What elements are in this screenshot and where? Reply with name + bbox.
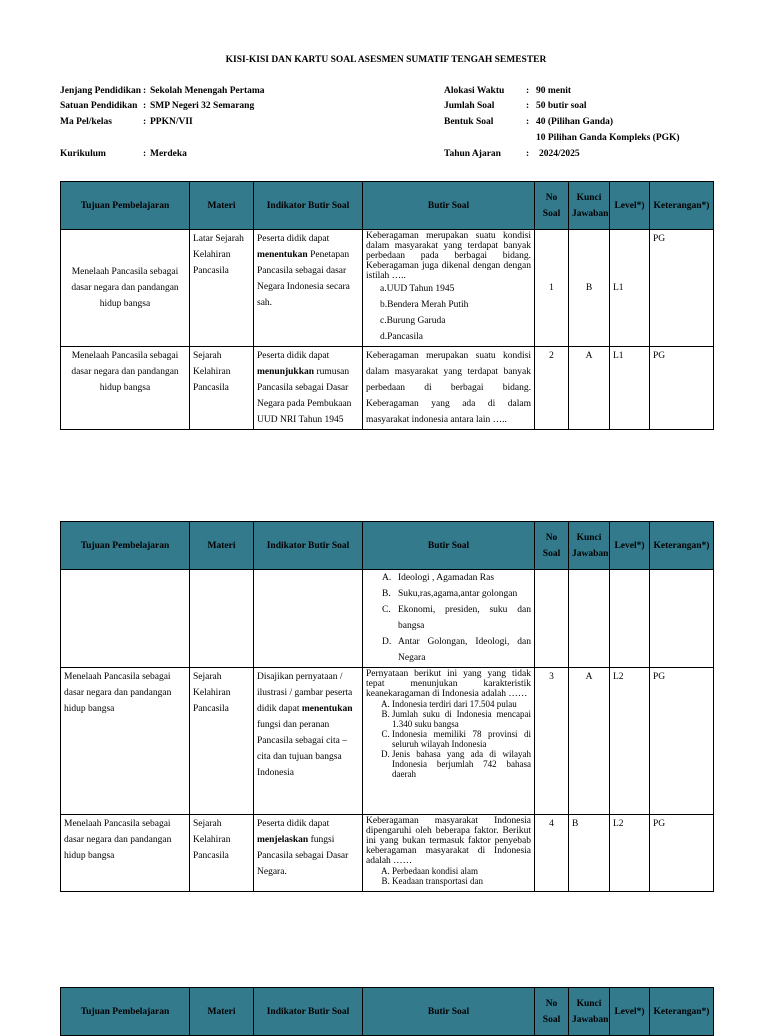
list-item: D. Jenis bahasa yang ada di wilayah Indonesia berjumlah 742 bahasa daerah (392, 749, 531, 779)
header-tujuan: Tujuan Pembelajaran (61, 182, 190, 230)
info-colon: : (143, 149, 147, 159)
indikator-verb: menentukan (257, 250, 308, 260)
header-level: Level*) (610, 988, 650, 1036)
header-indikator: Indikator Butir Soal (254, 182, 363, 230)
indikator-text: Peserta didik dapat (257, 819, 330, 829)
answer-options (366, 699, 531, 779)
list-item: D. Antar Golongan, Ideologi, dan Negara (382, 637, 531, 663)
header-tujuan: Tujuan Pembelajaran (61, 522, 190, 570)
info-label: Jumlah Soal (444, 101, 495, 111)
question-text: Keberagaman masyarakat Indonesia dipengaruhi oleh beberapa faktor. Berikut ini yang bukan termasuk faktor penyebab keberagaman masyarakat di Indonesia adalah …… (366, 816, 531, 866)
header-butir-soal: Butir Soal (363, 522, 535, 570)
cell-keterangan: PG (650, 668, 714, 815)
info-label: Jenjang Pendidikan (60, 86, 142, 96)
info-value: Sekolah Menengah Pertama (150, 86, 265, 96)
indikator-text: Penetapan Pancasila sebagai dasar Negara Indonesia secara sah. (257, 250, 350, 308)
header-keterangan: Keterangan*) (650, 988, 714, 1036)
question-text: Pernyataan berikut ini yang yang tidak tepat menunjukan karakteristik keanekaragaman di Indonesia adalah …… (366, 669, 531, 699)
cell-no-soal: 3 (535, 668, 569, 815)
cell-kunci: B (569, 815, 610, 892)
header-keterangan: Keterangan*) (650, 522, 714, 570)
info-value: PPKN/VII (150, 117, 193, 127)
header-no-soal: No Soal (535, 522, 569, 570)
indikator-verb: menentukan (301, 704, 353, 714)
info-label: Bentuk Soal (444, 117, 494, 127)
table-row (61, 230, 714, 347)
cell-indikator (254, 570, 363, 668)
info-value: 90 menit (536, 86, 572, 96)
table-row (61, 668, 714, 815)
cell-no-soal: 1 (535, 230, 569, 347)
indikator-text: Disajikan pernyataan / ilustrasi / gambar peserta didik dapat (257, 672, 353, 714)
cell-materi: Sejarah Kelahiran Pancasila (190, 668, 254, 815)
table-row (61, 570, 714, 668)
cell-kunci: A (569, 668, 610, 815)
table-header-row (61, 988, 714, 1036)
kisi-table-1 (60, 181, 714, 430)
answer-options (366, 281, 531, 345)
header-tujuan: Tujuan Pembelajaran (61, 988, 190, 1036)
cell-keterangan: PG (650, 347, 714, 430)
cell-butir-soal (363, 570, 535, 668)
cell-indikator (254, 815, 363, 892)
indikator-text: Peserta didik dapat (257, 234, 330, 244)
kisi-table-3 (60, 987, 714, 1036)
info-value: 10 Pilihan Ganda Kompleks (PGK) (536, 133, 680, 143)
cell-tujuan: Menelaah Pancasila sebagai dasar negara dan pandangan hidup bangsa (61, 668, 190, 815)
header-no-soal: No Soal (535, 182, 569, 230)
cell-butir-soal (363, 230, 535, 347)
indikator-text: Peserta didik dapat (257, 351, 330, 361)
indikator-verb: menjelaskan (257, 835, 309, 845)
list-item: B. Keadaan transportasi dan (392, 876, 531, 886)
info-value: SMP Negeri 32 Semarang (150, 101, 255, 111)
list-item: b.Bendera Merah Putih (380, 300, 469, 310)
info-value: Merdeka (150, 149, 187, 159)
info-label: Satuan Pendidikan (60, 101, 138, 111)
info-value: 40 (Pilihan Ganda) (536, 117, 614, 127)
cell-level: L1 (610, 347, 650, 430)
indikator-text: fungsi dan peranan Pancasila sebagai cita – cita dan tujuan bangsa Indonesia (257, 720, 347, 778)
info-colon: : (526, 101, 530, 111)
cell-kunci: A (569, 347, 610, 430)
indikator-verb: menunjukkan (257, 367, 315, 377)
cell-level: L2 (610, 815, 650, 892)
cell-kunci (569, 570, 610, 668)
table-header-row (61, 182, 714, 230)
answer-options (366, 570, 531, 666)
cell-materi: Sejarah Kelahiran Pancasila (190, 815, 254, 892)
header-butir-soal: Butir Soal (363, 988, 535, 1036)
header-level: Level*) (610, 522, 650, 570)
header-no-soal: No Soal (535, 988, 569, 1036)
cell-tujuan: Menelaah Pancasila sebagai dasar negara dan pandangan hidup bangsa (61, 230, 190, 347)
info-colon: : (143, 101, 147, 111)
cell-indikator (254, 230, 363, 347)
question-text: Keberagaman merupakan suatu kondisi dalam masyarakat yang terdapat banyak perbedaan pada berbagai bidang. Keberagaman juga dikenal dengan dengan istilah ….. (366, 231, 531, 281)
list-item: A. Ideologi , Agamadan Ras (382, 573, 495, 583)
header-indikator: Indikator Butir Soal (254, 988, 363, 1036)
info-colon: : (526, 86, 530, 96)
info-label: Alokasi Waktu (444, 86, 505, 96)
cell-no-soal (535, 570, 569, 668)
info-colon: : (143, 86, 147, 96)
cell-level (610, 570, 650, 668)
cell-no-soal: 2 (535, 347, 569, 430)
info-colon: : (526, 117, 530, 127)
cell-keterangan (650, 570, 714, 668)
info-value: 2024/2025 (539, 149, 580, 159)
header-materi: Materi (190, 988, 254, 1036)
cell-tujuan (61, 570, 190, 668)
info-colon: : (143, 117, 147, 127)
info-label: Tahun Ajaran (444, 149, 501, 159)
kisi-table-2 (60, 521, 714, 892)
cell-level: L1 (610, 230, 650, 347)
list-item: C. Indonesia memiliki 78 provinsi di seluruh wilayah Indonesia (392, 729, 531, 749)
cell-kunci: B (569, 230, 610, 347)
cell-butir-soal (363, 815, 535, 892)
cell-materi (190, 570, 254, 668)
table-header-row (61, 522, 714, 570)
cell-butir-soal (363, 668, 535, 815)
cell-materi: Sejarah Kelahiran Pancasila (190, 347, 254, 430)
header-level: Level*) (610, 182, 650, 230)
document-title: KISI-KISI DAN KARTU SOAL ASESMEN SUMATIF TENGAH SEMESTER (225, 55, 547, 65)
header-keterangan: Keterangan*) (650, 182, 714, 230)
list-item: d.Pancasila (380, 332, 424, 342)
cell-butir-soal: Keberagaman merupakan suatu kondisi dalam masyarakat yang terdapat banyak perbedaan di berbagai bidang. Keberagaman yang ada di dalam masyarakat indonesia antara lain ….. (363, 347, 535, 430)
answer-options (366, 866, 531, 886)
header-materi: Materi (190, 522, 254, 570)
list-item: c.Burung Garuda (380, 316, 446, 326)
cell-level: L2 (610, 668, 650, 815)
cell-keterangan: PG (650, 815, 714, 892)
list-item: B. Suku,ras,agama,antar golongan (382, 589, 518, 599)
cell-no-soal: 4 (535, 815, 569, 892)
indikator-text: rumusan Pancasila sebagai Dasar Negara pada Pembukaan UUD NRI Tahun 1945 (257, 367, 352, 425)
list-item: C. Ekonomi, presiden, suku dan bangsa (382, 605, 531, 631)
cell-tujuan: Menelaah Pancasila sebagai dasar negara dan pandangan hidup bangsa (61, 347, 190, 430)
list-item: B. Jumlah suku di Indonesia mencapai 1.340 suku bangsa (392, 709, 531, 729)
indikator-text: fungsi Pancasila sebagai Dasar Negara. (257, 835, 349, 877)
header-kunci: Kunci Jawaban (569, 988, 610, 1036)
list-item: A. Perbedaan kondisi alam (392, 866, 531, 876)
info-label: Kurikulum (60, 149, 106, 159)
info-value: 50 butir soal (536, 101, 587, 111)
cell-keterangan: PG (650, 230, 714, 347)
cell-indikator (254, 347, 363, 430)
cell-materi: Latar Sejarah Kelahiran Pancasila (190, 230, 254, 347)
header-butir-soal: Butir Soal (363, 182, 535, 230)
list-item: a.UUD Tahun 1945 (380, 284, 455, 294)
header-kunci: Kunci Jawaban (569, 182, 610, 230)
info-colon: : (526, 149, 530, 159)
cell-indikator (254, 668, 363, 815)
header-kunci: Kunci Jawaban (569, 522, 610, 570)
header-indikator: Indikator Butir Soal (254, 522, 363, 570)
header-materi: Materi (190, 182, 254, 230)
list-item: A. Indonesia terdiri dari 17.504 pulau (392, 699, 531, 709)
cell-tujuan: Menelaah Pancasila sebagai dasar negara dan pandangan hidup bangsa (61, 815, 190, 892)
table-row (61, 815, 714, 892)
info-label: Ma Pel/kelas (60, 117, 112, 127)
table-row (61, 347, 714, 430)
